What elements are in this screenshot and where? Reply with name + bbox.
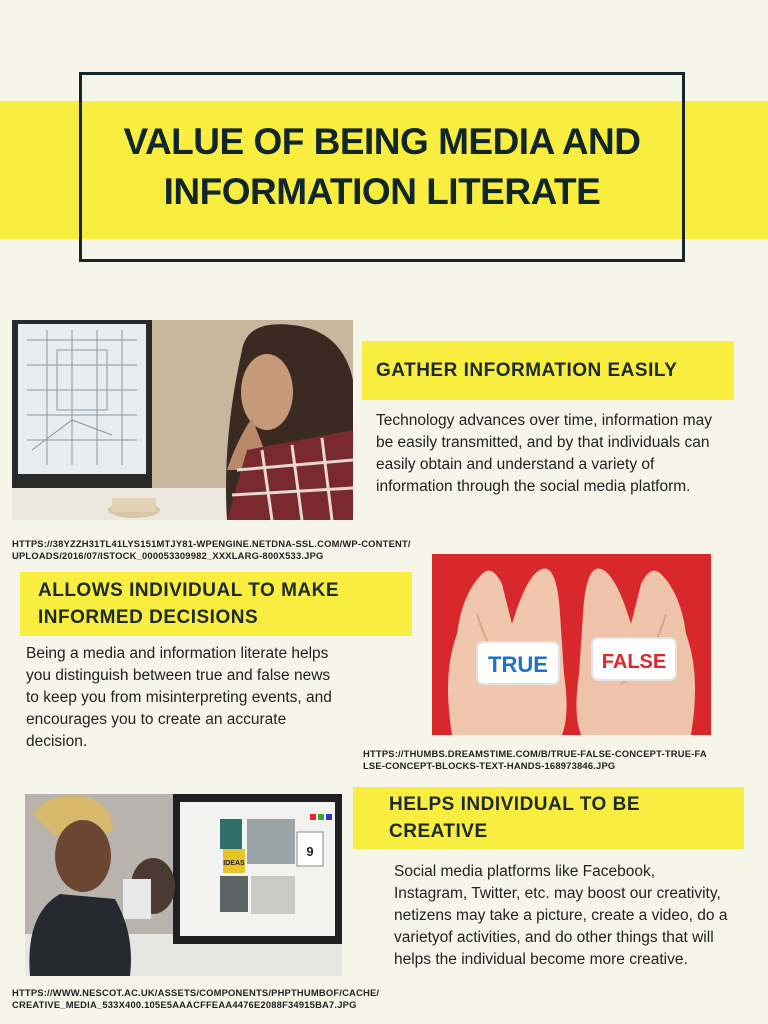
image-url-2: HTTPS://THUMBS.DREAMSTIME.COM/B/TRUE-FALSE-CONCEPT-TRUE-FALSE-CONCEPT-BLOCKS-TEXT-HANDS-168973846.JPG xyxy=(363,748,707,771)
image-url-1: HTTPS://38YZZH31TL41LYS151MTJY81-WPENGINE.NETDNA-SSL.COM/WP-CONTENT/UPLOADS/2016/07/ISTOCK_000053309982_XXXLARG-800X533.JPG xyxy=(12,538,411,561)
heading-box-creative xyxy=(353,787,744,849)
heading-gather-information: GATHER INFORMATION EASILY xyxy=(376,360,678,381)
page-title: VALUE OF BEING MEDIA AND INFORMATION LITERATE xyxy=(123,121,641,212)
false-block-label: FALSE xyxy=(601,651,667,673)
body-informed-decisions: Being a media and information literate helps you distinguish between true and false news to keep you from misinterpreting events, and encourages you to create an accurate decision. xyxy=(26,645,332,750)
photo-true-false-hands xyxy=(432,554,711,735)
photo-woman-at-monitor xyxy=(12,320,353,520)
image-url-3: HTTPS://WWW.NESCOT.AC.UK/ASSETS/COMPONENTS/PHPTHUMBOF/CACHE/CREATIVE_MEDIA_533X400.105E5AAACFFEAA4476E2088F34915BA7.JPG xyxy=(12,987,380,1010)
body-gather-information: Technology advances over time, information may be easily transmitted, and by that individuals can easily obtain and understand a variety of information through the social media platform. xyxy=(376,412,712,495)
ideas-poster-label: IDEAS xyxy=(223,860,245,867)
body-creative: Social media platforms like Facebook, Instagram, Twitter, etc. may boost our creativity, netizens may take a picture, create a video, do a varietyof activities, and do other things that will helps the individual become more creative. xyxy=(394,863,728,968)
heading-creative: HELPS INDIVIDUAL TO BE CREATIVE xyxy=(389,794,640,842)
heading-box-gather xyxy=(362,341,734,400)
heading-informed-decisions: ALLOWS INDIVIDUAL TO MAKE INFORMED DECISIONS xyxy=(38,580,340,628)
screen-tag-label: 9 xyxy=(306,844,314,859)
heading-box-decisions xyxy=(20,572,412,636)
title-frame xyxy=(79,72,685,262)
photo-creative-workstation xyxy=(25,794,342,976)
true-block-label: TRUE xyxy=(488,652,548,677)
